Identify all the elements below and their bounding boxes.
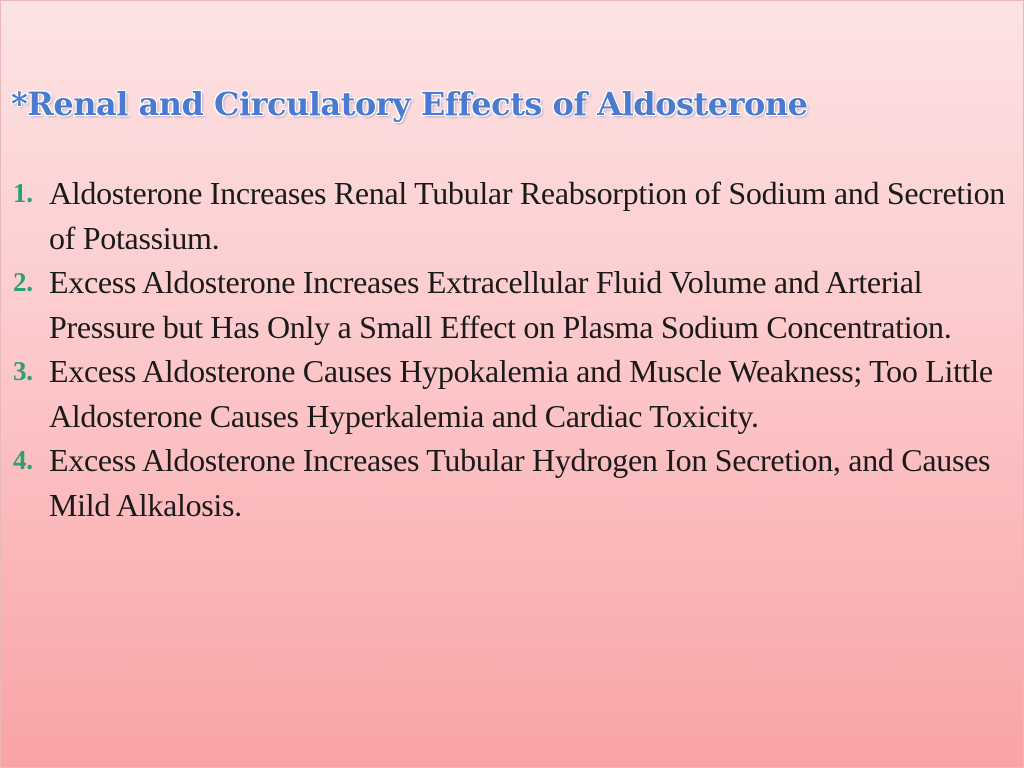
list-item (13, 349, 1013, 438)
item-number: 2. (13, 267, 33, 297)
item-number: 3. (13, 356, 33, 386)
effects-list (13, 171, 1013, 527)
item-text: Excess Aldosterone Increases Tubular Hydrogen Ion Secretion, and Causes Mild Alkalosis. (49, 442, 991, 523)
item-number: 4. (13, 445, 33, 475)
item-text: Aldosterone Increases Renal Tubular Reabsorption of Sodium and Secretion of Potassium. (49, 175, 1005, 256)
list-item (13, 171, 1013, 260)
list-item (13, 260, 1013, 349)
list-item (13, 438, 1013, 527)
slide-title: *Renal and Circulatory Effects of Aldosterone (11, 85, 808, 123)
item-number: 1. (13, 178, 33, 208)
item-text: Excess Aldosterone Causes Hypokalemia and Muscle Weakness; Too Little Aldosterone Causes Hyperkalemia and Cardiac Toxicity. (49, 353, 993, 434)
item-text: Excess Aldosterone Increases Extracellular Fluid Volume and Arterial Pressure but Has Only a Small Effect on Plasma Sodium Concentration. (49, 264, 952, 345)
